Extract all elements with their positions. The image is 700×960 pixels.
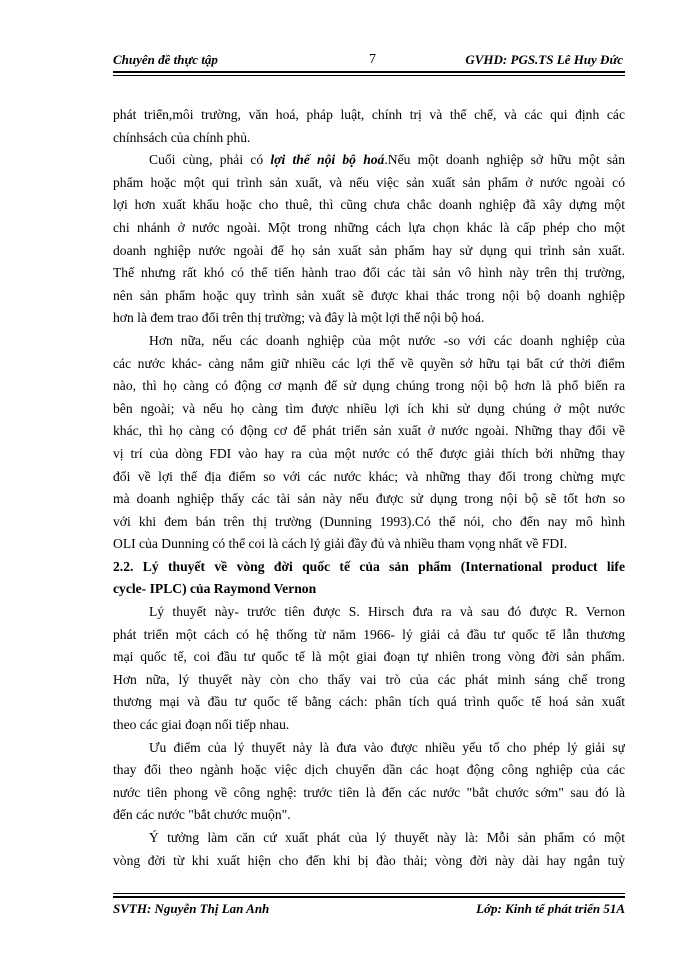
text-run: Cuối cùng, phải có xyxy=(149,152,271,168)
section-heading: 2.2. Lý thuyết về vòng đời quốc tế của sản phẩm (International product life xyxy=(113,558,625,574)
footer-student: SVTH: Nguyễn Thị Lan Anh xyxy=(113,901,270,916)
footer-rule-thin xyxy=(113,893,625,894)
text-line: thay đổi theo ngành hoặc việc dịch chuyển dần các hoạt động công nghiệp của các xyxy=(113,762,625,778)
header-rule-thick xyxy=(113,71,625,73)
text-line: khác, thì họ càng có động cơ để phát triển sản xuất ở nước ngoài. Những thay đổi về xyxy=(113,423,625,439)
text-line: vị trí của dòng FDI vào hay ra của một nước có thể được giải thích bởi những thay xyxy=(113,445,625,461)
text-line: Ưu điểm của lý thuyết này là đưa vào được nhiều yếu tố cho phép lý giải sự xyxy=(149,739,625,755)
section-heading: cycle- IPLC) của Raymond Vernon xyxy=(113,581,317,597)
text-line: thương mại và đầu tư quốc tế bằng cách: phân tích quá trình quốc tế hoá sản xuất xyxy=(113,694,625,710)
text-line: OLI của Dunning có thể coi là cách lý giải đầy đủ và nhiều tham vọng nhất về FDI. xyxy=(113,536,568,552)
text-line: Thế nhưng rất khó có thể tiến hành trao đổi các tài sản vô hình này trên thị trường, xyxy=(113,265,625,281)
text-line xyxy=(113,149,625,172)
text-line: phát triển,môi trường, văn hoá, pháp luật, chính trị và thể chế, và các qui định các xyxy=(113,107,625,122)
text-line: Ý tưởng làm căn cứ xuất phát của lý thuyết này là: Mỗi sản phẩm có một xyxy=(149,830,625,845)
text-line: chi nhánh ở nước ngoài. Một trong những cách lựa chọn khác là cấp phép cho một xyxy=(113,219,625,235)
text-line: lợi hơn xuất khẩu hoặc cho thuê, thì cũng chưa chắc doanh nghiệp đã xây dựng một xyxy=(113,197,625,213)
text-line: bên ngoài; và nếu họ càng tìm được nhiều lợi ích khi sử dụng chúng ở một nước xyxy=(113,400,625,416)
text-line: mà doanh nghiệp thấy các tài sản này nếu được sử dụng trong nội bộ sẽ tốt hơn so xyxy=(113,491,625,507)
text-line: nước tiên phong về công nghệ: trước tiên là đến các nước "bắt chước sớm" sau đó là xyxy=(113,784,625,800)
text-line: vòng đời từ khi xuất hiện cho đến khi bị đào thải; vòng đời này dài hay ngắn tuỳ xyxy=(113,852,625,868)
body-text xyxy=(113,104,625,872)
page-header xyxy=(113,52,623,70)
text-line: Hơn nữa, lý thuyết này còn cho thấy vai trò của các phát minh sáng chế trong xyxy=(113,671,625,687)
text-line: chínhsách của chính phủ. xyxy=(113,129,251,145)
footer-rule-thick xyxy=(113,896,625,898)
footer-class: Lớp: Kinh tế phát triển 51A xyxy=(476,901,625,916)
header-rule-thin xyxy=(113,75,625,76)
text-line: nào, thì họ càng có động cơ mạnh để sử dụng chúng trong nội bộ hơn là phổ biến ra xyxy=(113,378,625,394)
header-report-title: Chuyên đề thực tập xyxy=(113,52,218,67)
text-line: Hơn nữa, nếu các doanh nghiệp của một nước -so với các doanh nghiệp của xyxy=(149,332,625,348)
text-line: nên sản phẩm hoặc quy trình sản xuất sẽ được khai thác trong nội bộ doanh nghiệp xyxy=(113,287,625,303)
text-run: .Nếu một doanh nghiệp sở hữu một sản xyxy=(384,152,625,168)
text-line: các nước khác- càng nắm giữ nhiều các lợi thế về quyền sở hữu tại bất cứ thời điểm xyxy=(113,355,625,371)
text-line: phẩm hoặc một qui trình sản xuất, và nếu việc sản xuất sản phẩm ở nước ngoài có xyxy=(113,174,625,190)
text-line: với khi đem bán trên thị trường (Dunning 1993).Có thể nói, cho đến nay mô hình xyxy=(113,513,625,529)
text-line: hơn là đem trao đổi trên thị trường; và đây là một lợi thế nội bộ hoá. xyxy=(113,310,485,326)
text-line: doanh nghiệp nước ngoài để họ sản xuất sản phẩm hay sử dụng qui trình sản xuất. xyxy=(113,242,625,258)
emphasis-term: lợi thế nội bộ hoá xyxy=(270,152,385,168)
header-page-number: 7 xyxy=(369,52,376,67)
text-line: đến các nước "bắt chước muộn". xyxy=(113,807,291,823)
page-footer xyxy=(113,901,625,919)
header-supervisor: GVHD: PGS.TS Lê Huy Đức xyxy=(465,52,623,67)
text-line: phát triển một cách có hệ thống từ năm 1966- lý giải cả đầu tư quốc tế lẫn thương xyxy=(113,626,625,642)
text-line: theo các giai đoạn nối tiếp nhau. xyxy=(113,717,290,733)
text-line: Lý thuyết này- trước tiên được S. Hirsch đưa ra và sau đó được R. Vernon xyxy=(149,604,625,620)
text-line: mại quốc tế, coi đầu tư quốc tế là một giai đoạn tự nhiên trong vòng đời sản phẩm. xyxy=(113,649,625,665)
text-line: đổi về lợi thế địa điểm so với các nước khác; và những thay đổi trong chừng mực xyxy=(113,468,625,484)
